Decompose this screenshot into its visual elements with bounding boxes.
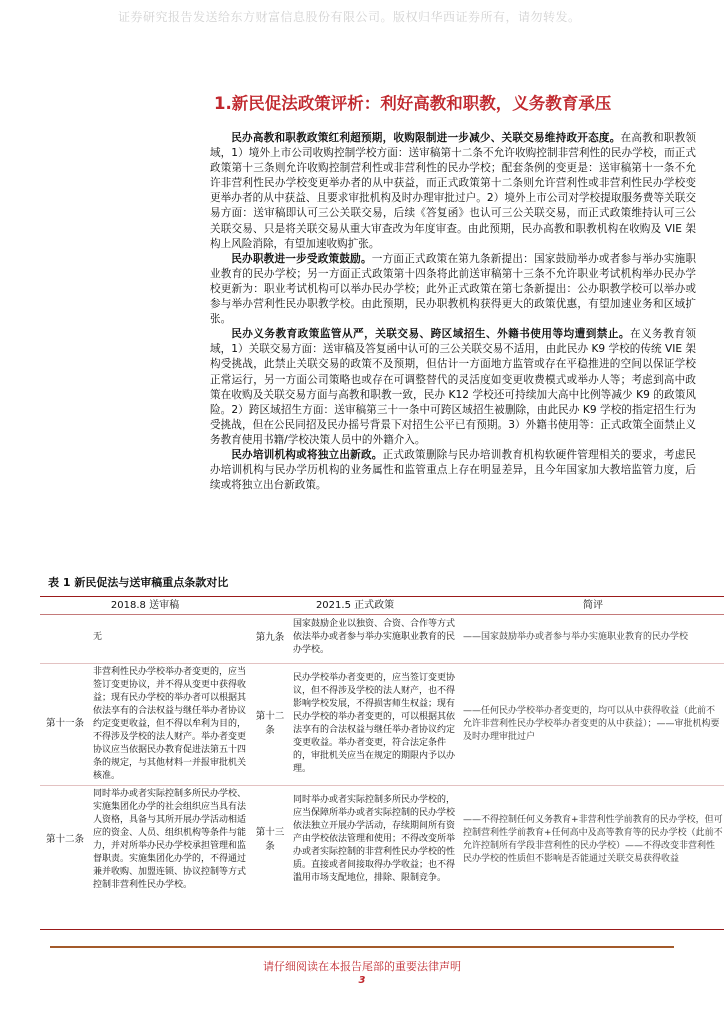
footer-legal-note[interactable]: 请仔细阅读在本报告尾部的重要法律声明 bbox=[263, 960, 461, 973]
paragraph-text: 在义务教育领域，1）关联交易方面：送审稿及答复函中认可的三公关联交易不适用，由此民办 K9 学校的传统 VIE 架构受挑战，此禁止关联交易的政策不及预期，但估计一方面地方监管或存在平稳推进的空间以保证学校正常运行，另一方面公司策略也或存在可调整替代的灵活度如变更收费模式或举办人等；考虑到高中政策在收购及关联交易方面与高教和职教一致，民办 K12 学校还可持续加大高中比例等减少 K9 的政策风险。2）跨区域招生方面：送审稿第三十一条中可跨区域招生被删除，由此民办 K9 学校的指定招生行为受挑战，但在公民同招及民办摇号背景下对招生公平已有预期。3）外籍书使用等：正式政策全面禁止义务教育使用书籍/学校决策人员中的外籍介入。 bbox=[210, 328, 697, 446]
paragraph bbox=[210, 252, 696, 327]
paragraph bbox=[210, 131, 696, 252]
paragraph-text: 在高教和职教领域，1）境外上市公司收购控制学校方面：送审稿第十二条不允许收购控制非营利性的民办学校，而正式政策第十三条则允许收购控制营利性或非营利性的民办学校；配套条例的变更是：送审稿第十一条不允许非营利性民办学校变更举办者的从中获益，而正式政策第十二条则允许营利性或非营利性民办学校变更举办者的从中获益、且要求审批机构及时办理审批过户。2）境外上市公司对学校提取服务费等关联交易方面：送审稿即认可三公关联交易，后续《答复函》也认可三公关联交易，而正式政策维持认可三公关联交易、只是将关联交易从重大审查改为年度审查。由此预期，民办高教和职教机构在收购及 VIE 架构上风险消除，有望加速收购扩张。 bbox=[210, 132, 696, 250]
comment: ——不得控制任何义务教育+非营利性学前教育的民办学校，但可控制营利性学前教育+任何高中及高等教育等的民办学校（此前不允许控制所有学段非营利性的民办学校）——不得改变非营利性民办学校的性质但不影响是否能通过关联交易获得收益 bbox=[460, 785, 724, 894]
header-comment: 简评 bbox=[583, 600, 604, 611]
table-header-row bbox=[40, 598, 724, 613]
table-bottom-rule bbox=[40, 929, 724, 930]
final-article: 第十二条 bbox=[250, 663, 290, 785]
comment: ——国家鼓励举办或者参与举办实施职业教育的民办学校 bbox=[463, 632, 689, 643]
final-text: 国家鼓励企业以独资、合资、合作等方式依法举办或者参与举办实施职业教育的民办学校。 bbox=[293, 619, 456, 656]
comment: ——任何民办学校举办者变更的，均可以从中获得收益（此前不允许非营利性民办学校举办者变更的从中获益）；——审批机构要及时办理审批过户 bbox=[460, 663, 724, 785]
comparison-table bbox=[40, 598, 724, 894]
draft-article bbox=[40, 613, 90, 663]
draft-text: 同时举办或者实际控制多所民办学校、实施集团化办学的社会组织应当具有法人资格，具备与其所开展办学活动相适应的资金、人员、组织机构等条件与能力，并对所举办民办学校承担管理和监督职责。实施集团化办学的，不得通过兼并收购、加盟连锁、协议控制等方式控制非营利性民办学校。 bbox=[90, 785, 250, 894]
header-draft: 2018.8 送审稿 bbox=[110, 600, 180, 611]
paragraph-lead: 民办高教和职教政策红利超预期，收购限制进一步减少、关联交易维持政开态度。 bbox=[231, 132, 621, 144]
paragraph-text: 正式政策删除与民办培训教育机构软硬件管理相关的要求，考虑民办培训机构与民办学历机构的业务属性和监管重点上存在明显差异，且今年国家加大教培监管力度，后续或将独立出台新政策。 bbox=[210, 448, 696, 492]
page-number: 3 bbox=[358, 975, 366, 986]
section-title: 1.新民促法政策评析：利好高教和职教，义务教育承压 bbox=[214, 94, 612, 113]
paragraph-lead: 民办培训机构或将独立出新政。 bbox=[231, 448, 383, 461]
body-text bbox=[210, 131, 696, 493]
final-text: 同时举办或者实际控制多所民办学校的，应当保障所举办或者实际控制的民办学校依法独立开展办学活动，存续期间所有资产由学校依法管理和使用；不得改变所举办或者实际控制的非营利性民办学校的性质。直接或者间接取得办学收益；也不得滥用市场支配地位，排除、限制竞争。 bbox=[290, 785, 460, 894]
watermark: 证券研究报告发送给东方财富信息股份有限公司。版权归华西证券所有，请勿转发。 bbox=[118, 10, 581, 24]
draft-article: 第十二条 bbox=[40, 785, 90, 894]
footer-rule bbox=[50, 946, 674, 948]
table-title: 表 1 新民促法与送审稿重点条款对比 bbox=[48, 576, 229, 589]
draft-text: 无 bbox=[93, 632, 103, 643]
table-row bbox=[40, 785, 724, 894]
paragraph-lead: 民办职教进一步受政策鼓励。 bbox=[231, 252, 372, 265]
table-top-rule bbox=[40, 596, 724, 597]
paragraph-lead: 民办义务教育政策监管从严，关联交易、跨区域招生、外籍书使用等均遭到禁止。 bbox=[231, 328, 631, 341]
paragraph-text: 一方面正式政策在第九条新提出：国家鼓励举办或者参与举办实施职业教育的民办学校；另一方面正式政策第十四条将此前送审稿第十三条不允许职业考试机构举办民办学校更新为：职业考试机构可以举办民办学校；此外正式政策在第七条新提出：公办职教学校可以举办或参与举办营利性民办职教学校。由此预期，民办职教机构获得更大的政策优惠，有望加速业务和区域扩张。 bbox=[210, 252, 696, 326]
table-row bbox=[40, 663, 724, 785]
draft-text: 非营利性民办学校举办者变更的，应当签订变更协议，并不得从变更中获得收益；现有民办学校的举办者可以根据其依法享有的合法权益与继任举办者协议约定变更收益，但不得以牟利为目的，不得涉及学校的法人财产。举办者变更协议应当依据民办教育促进法第五十四条的规定，与其他材料一并报审批机关核准。 bbox=[90, 663, 250, 785]
table-row bbox=[40, 613, 724, 663]
final-article: 第九条 bbox=[255, 631, 285, 643]
header-final: 2021.5 正式政策 bbox=[315, 600, 395, 611]
final-text: 民办学校举办者变更的，应当签订变更协议，但不得涉及学校的法人财产，也不得影响学校发展，不得损害师生权益；现有民办学校的举办者变更的，可以根据其依法享有的合法权益与继任举办者协议约定变更收益。举办者变更，符合法定条件的，审批机关应当在规定的期限内予以办理。 bbox=[290, 663, 460, 785]
paragraph bbox=[210, 448, 696, 493]
draft-article: 第十一条 bbox=[40, 663, 90, 785]
paragraph bbox=[210, 327, 696, 448]
final-article: 第十三条 bbox=[250, 785, 290, 894]
